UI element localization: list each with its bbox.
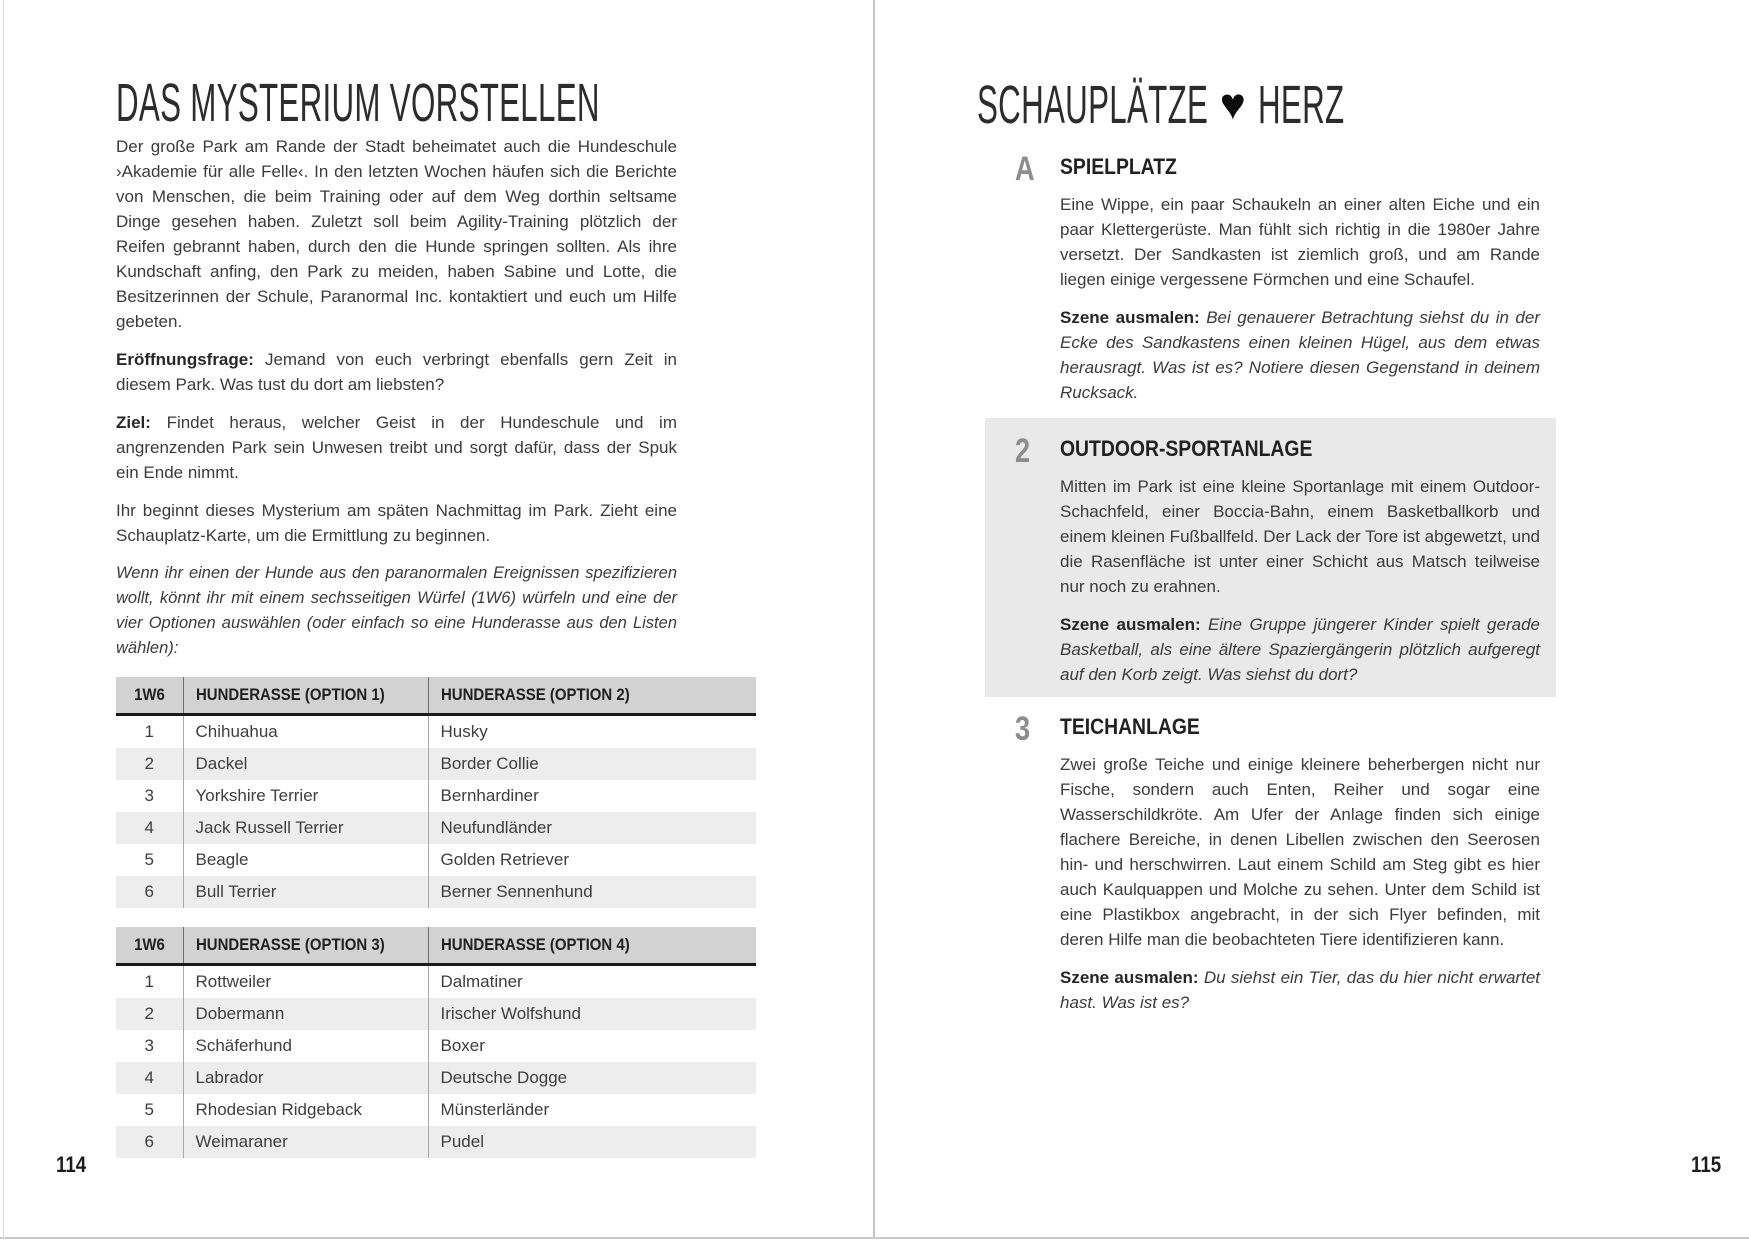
table-cell: Golden Retriever (428, 844, 756, 876)
opening-question-text: Jemand von euch verbringt ebenfalls gern Zeit in diesem Park. Was tust du dort am liebsten? (116, 350, 677, 394)
table-cell: Yorkshire Terrier (183, 780, 428, 812)
section-content (1060, 154, 1540, 405)
table-cell: Irischer Wolfshund (428, 998, 756, 1030)
section-heading: OUTDOOR-SPORTANLAGE (1060, 436, 1313, 461)
table-row (116, 812, 756, 844)
page-title (977, 75, 1345, 135)
table-row (116, 1094, 756, 1126)
table-header-cell: HUNDERASSE (OPTION 1) (183, 677, 428, 715)
table-row (116, 1126, 756, 1158)
table-cell: Dalmatiner (428, 965, 756, 999)
dog-breed-table-2 (116, 927, 756, 1158)
table-header-cell: 1W6 (116, 927, 183, 965)
table-row (116, 748, 756, 780)
page-title (116, 73, 756, 133)
table-header-row (116, 677, 756, 715)
page-number-left: 114 (56, 1152, 87, 1177)
page-number-right: 115 (1691, 1152, 1722, 1177)
location-section-spielplatz (985, 150, 1556, 405)
section-body: Zwei große Teiche und einige kleinere beherbergen nicht nur Fische, sondern auch Enten, Reiher und sogar eine Wasserschildkröte. Am Ufer der Anlage finden sich einige flachere Bereiche, in denen Libellen zwischen den Seerosen hin- und herschwirren. Laut einem Schild am Steg gibt es hier auch Kaulquappen und Molche zu sehen. Unter dem Schild ist eine Plastikbox angebracht, in der sich Flyer befinden, mit deren Hilfe man die beobachteten Tiere identifizieren kann. (1060, 755, 1540, 949)
table-cell: Rhodesian Ridgeback (183, 1094, 428, 1126)
table-row (116, 998, 756, 1030)
table-cell: Münsterländer (428, 1094, 756, 1126)
left-content-column (116, 73, 756, 1177)
page-left-edge (3, 0, 4, 1239)
scene-note (1060, 305, 1540, 405)
table-row (116, 844, 756, 876)
table-cell: Berner Sennenhund (428, 876, 756, 908)
scene-text: Eine Gruppe jüngerer Kinder spielt gerade Basketball, als eine ältere Spaziergängerin plötzlich aufgeregt auf den Korb zeigt. Was siehst du dort? (1060, 615, 1540, 684)
start-paragraph: Ihr beginnt dieses Mysterium am späten Nachmittag im Park. Zieht eine Schauplatz-Karte, um die Ermittlung zu beginnen. (116, 501, 677, 545)
table-row (116, 715, 756, 749)
scene-note (1060, 612, 1540, 687)
table-cell: Labrador (183, 1062, 428, 1094)
page-gutter-divider (873, 0, 875, 1239)
table-cell: Dobermann (183, 998, 428, 1030)
section-marker: 2 (1015, 432, 1031, 470)
page-title-word-1: SCHAUPLÄTZE (977, 75, 1209, 135)
page-title-text: DAS MYSTERIUM VORSTELLEN (116, 73, 600, 133)
goal-text: Findet heraus, welcher Geist in der Hundeschule und im angrenzenden Park sein Unwesen treibt und sorgt dafür, dass der Spuk ein Ende nimmt. (116, 413, 677, 482)
heart-icon: ♥ (1219, 80, 1247, 129)
table-cell: 1 (144, 972, 154, 991)
goal-paragraph (116, 410, 677, 485)
table-cell: Weimaraner (183, 1126, 428, 1158)
location-section-outdoor-sportanlage (985, 418, 1556, 697)
table-header-row (116, 927, 756, 965)
table-cell: Rottweiler (183, 965, 428, 999)
scene-label: Szene ausmalen: (1060, 308, 1200, 327)
opening-question-label: Eröffnungsfrage: (116, 350, 254, 369)
table-cell: 2 (116, 748, 183, 780)
table-cell: Pudel (428, 1126, 756, 1158)
table-cell: Schäferhund (183, 1030, 428, 1062)
table-cell: Bull Terrier (183, 876, 428, 908)
opening-question-paragraph (116, 347, 677, 397)
dog-breed-table-1 (116, 677, 756, 908)
table-cell: Bernhardiner (428, 780, 756, 812)
section-content (1060, 436, 1540, 687)
table-cell: 4 (116, 1062, 183, 1094)
table-cell: Boxer (428, 1030, 756, 1062)
section-marker: 3 (1015, 710, 1031, 748)
page-bottom-edge (0, 1237, 1749, 1239)
table-row (116, 780, 756, 812)
table-cell: 6 (116, 1126, 183, 1158)
table-header-cell: HUNDERASSE (OPTION 3) (183, 927, 428, 965)
scene-text: Du siehst ein Tier, das du hier nicht erwartet hast. Was ist es? (1060, 968, 1540, 1012)
dice-note-paragraph: Wenn ihr einen der Hunde aus den paranormalen Ereignissen spezifizieren wollt, könnt ihr mit einem sechsseitigen Würfel (1W6) würfeln und eine der vier Optionen auswählen (oder einfach so eine Hunderasse aus den Listen wählen): (116, 564, 677, 657)
table-cell: 1 (144, 722, 154, 741)
table-row (116, 876, 756, 908)
table-cell: Beagle (183, 844, 428, 876)
table-cell: 3 (144, 1036, 154, 1055)
table-header-cell: 1W6 (116, 677, 183, 715)
section-marker: A (1015, 150, 1035, 188)
goal-label: Ziel: (116, 413, 151, 432)
table-header-cell: HUNDERASSE (OPTION 4) (428, 927, 756, 965)
table-cell: Husky (428, 715, 756, 749)
section-heading: SPIELPLATZ (1060, 154, 1177, 179)
table-row (116, 1030, 756, 1062)
table-cell: 2 (116, 998, 183, 1030)
section-content (1060, 714, 1540, 1015)
table-cell: Jack Russell Terrier (183, 812, 428, 844)
table-row (116, 1062, 756, 1094)
scene-label: Szene ausmalen: (1060, 968, 1199, 987)
table-cell: 6 (116, 876, 183, 908)
table-cell: Deutsche Dogge (428, 1062, 756, 1094)
book-page-right (875, 0, 1749, 1237)
table-cell: 3 (144, 786, 154, 805)
section-heading: TEICHANLAGE (1060, 714, 1200, 739)
table-header-cell: HUNDERASSE (OPTION 2) (428, 677, 756, 715)
book-page-left (0, 0, 873, 1237)
table-cell: 4 (116, 812, 183, 844)
scene-label: Szene ausmalen: (1060, 615, 1201, 634)
table-cell: Border Collie (428, 748, 756, 780)
table-cell: 5 (144, 1100, 154, 1119)
section-body: Mitten im Park ist eine kleine Sportanlage mit einem Outdoor-Schachfeld, einer Boccia-Bahn, einem Basketballkorb und einem kleinen Fußballfeld. Der Lack der Tore ist abgewetzt, und die Rasenfläche ist unter einer Schicht aus Matsch teilweise nur noch zu erahnen. (1060, 477, 1540, 596)
right-content-column (985, 150, 1556, 1015)
page-title-word-2: HERZ (1258, 75, 1345, 135)
table-cell: Chihuahua (183, 715, 428, 749)
scene-note (1060, 965, 1540, 1015)
section-body: Eine Wippe, ein paar Schaukeln an einer alten Eiche und ein paar Klettergerüste. Man fühlt sich richtig in die 1980er Jahre versetzt. Der Sandkasten ist ziemlich groß, und am Rande liegen einige vergessene Förmchen und eine Schaufel. (1060, 195, 1540, 289)
table-cell: 5 (144, 850, 154, 869)
location-section-teichanlage (985, 710, 1556, 1015)
intro-paragraph: Der große Park am Rande der Stadt beheimatet auch die Hundeschule ›Akademie für alle Felle‹. In den letzten Wochen häufen sich die Berichte von Menschen, die beim Training oder auf dem Weg dorthin seltsame Dinge gesehen haben. Zuletzt soll beim Agility-Training plötzlich der Reifen gebrannt haben, durch den die Hunde springen sollten. Als ihre Kundschaft anfing, den Park zu meiden, haben Sabine und Lotte, die Besitzerinnen der Schule, Paranormal Inc. kontaktiert und euch um Hilfe gebeten. (116, 137, 677, 331)
table-cell: Dackel (183, 748, 428, 780)
scene-text: Bei genauerer Betrachtung siehst du in der Ecke des Sandkastens einen kleinen Hügel, aus dem etwas herausragt. Was ist es? Notiere diesen Gegenstand in deinem Rucksack. (1060, 308, 1540, 402)
table-row (116, 965, 756, 999)
table-cell: Neufundländer (428, 812, 756, 844)
